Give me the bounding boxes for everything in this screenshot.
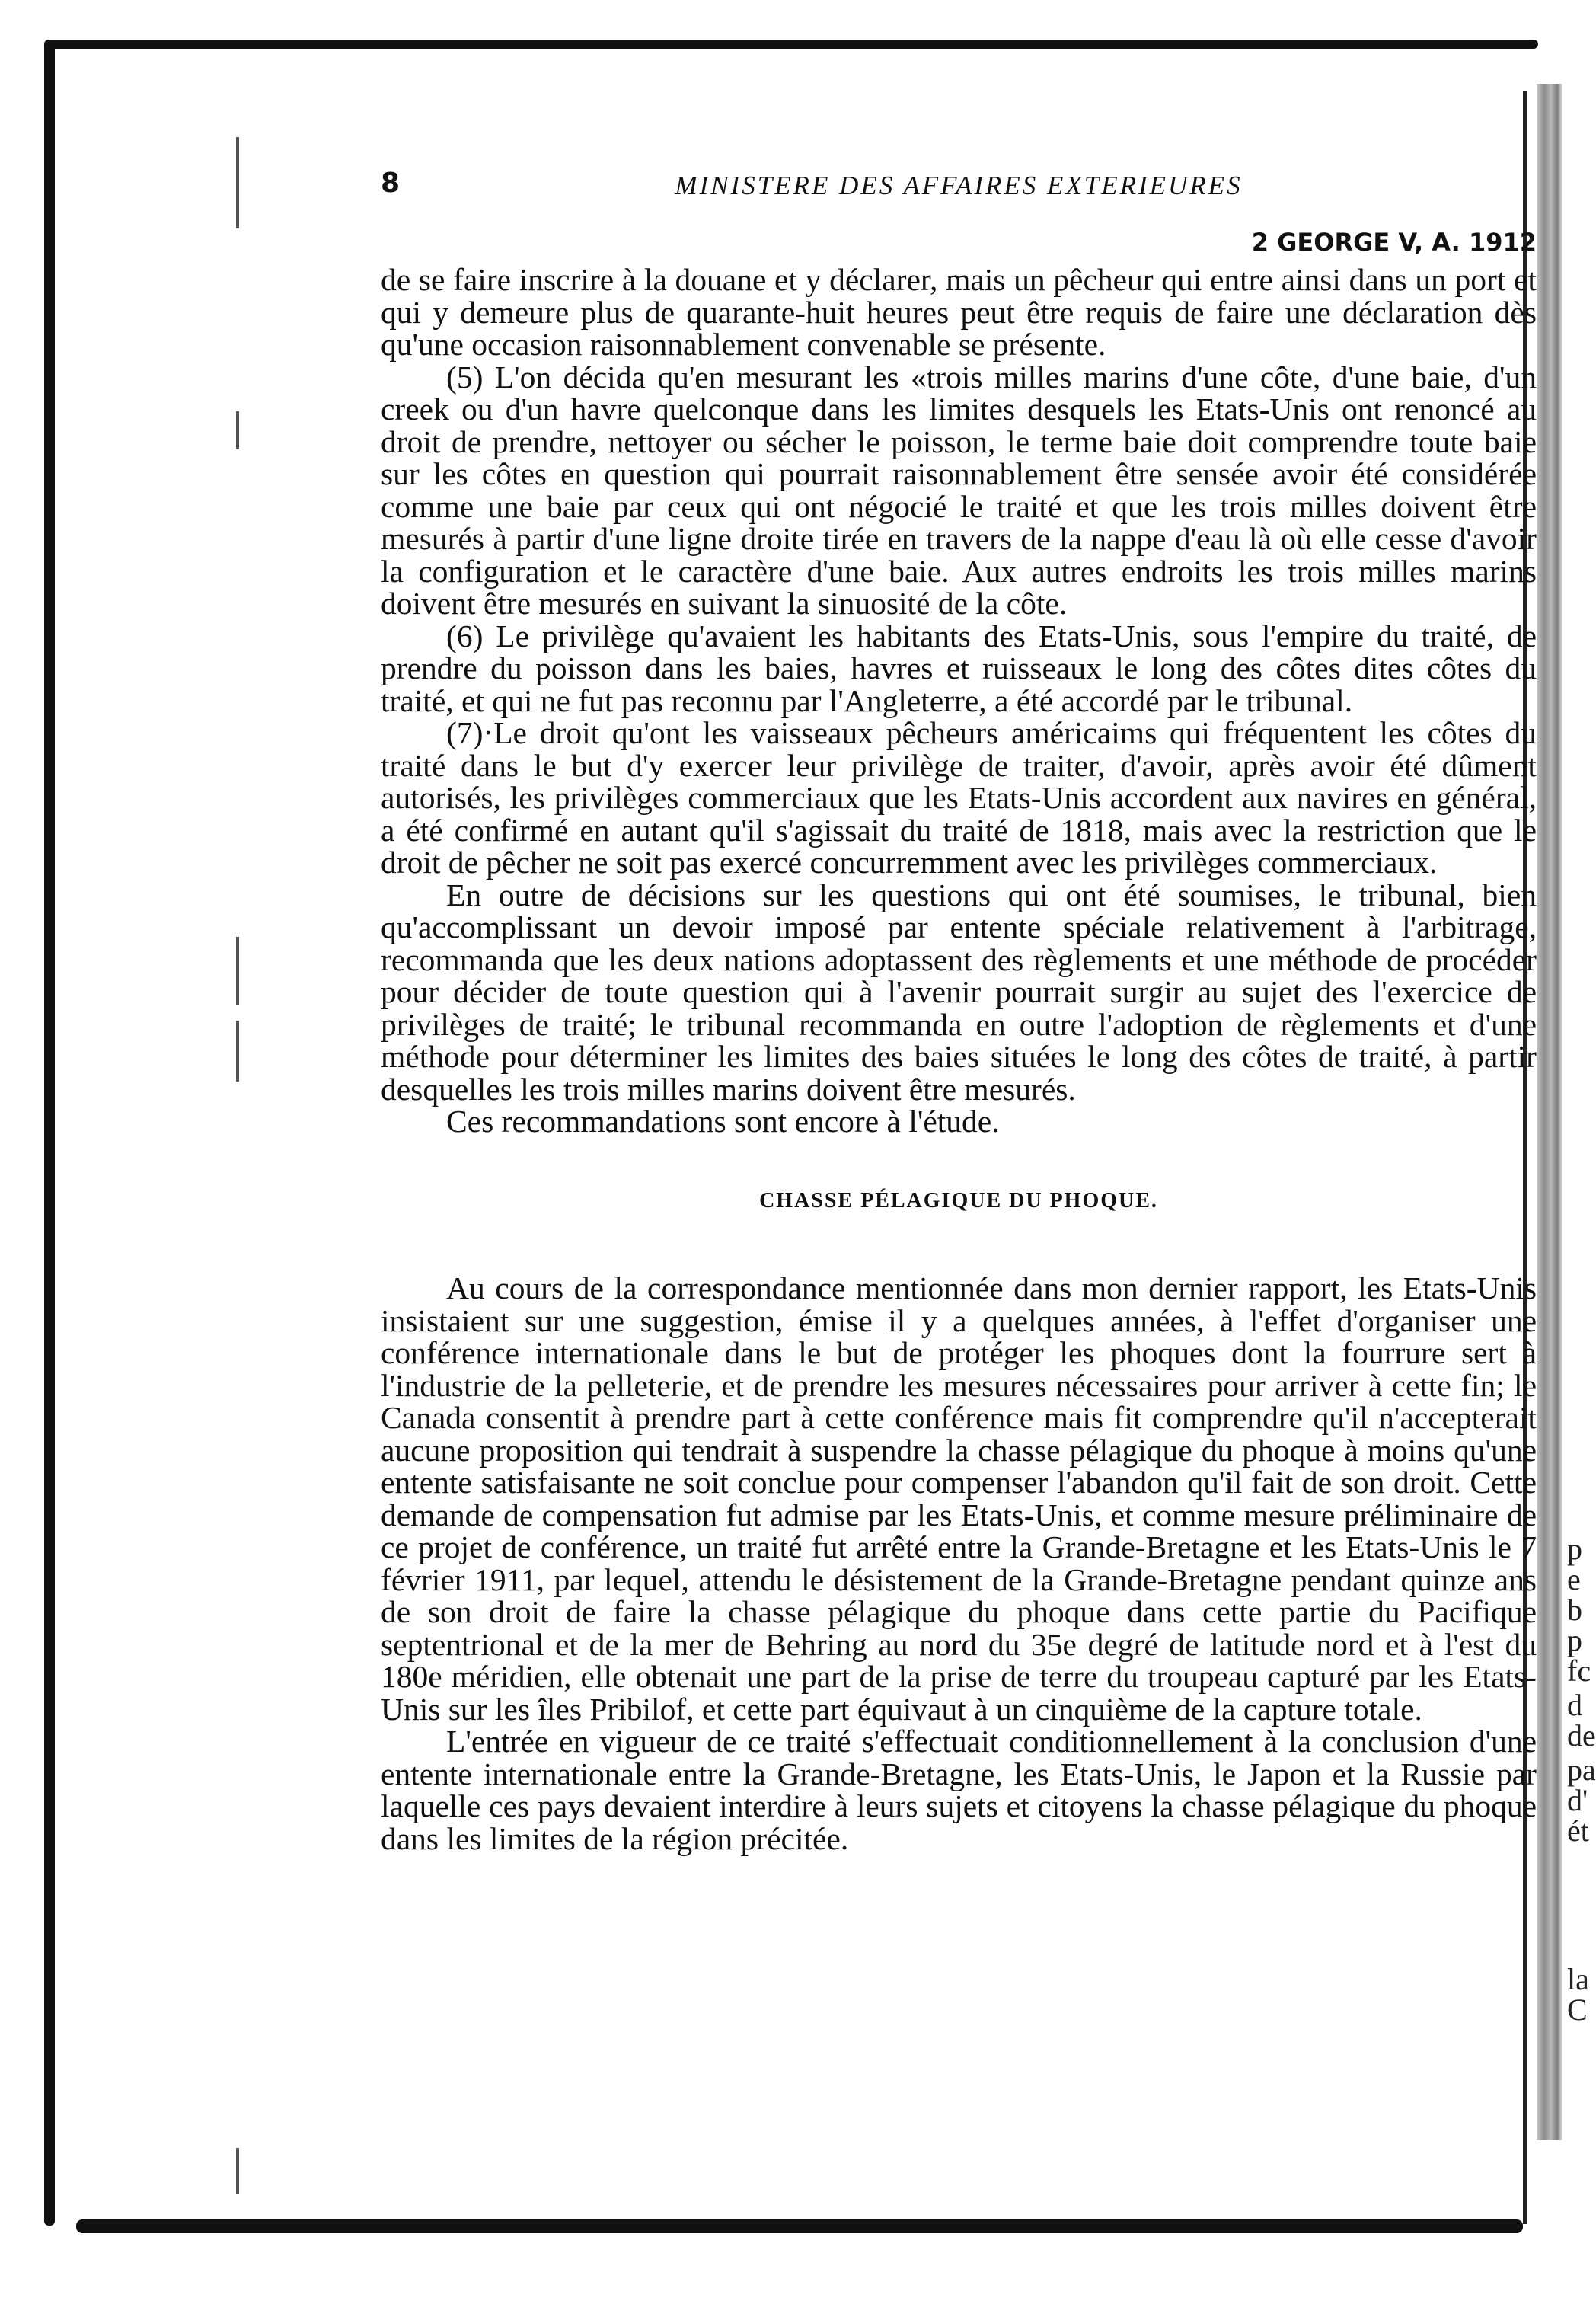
- page-number: 8: [381, 168, 401, 199]
- running-head: MINISTERE DES AFFAIRES EXTERIEURES: [675, 171, 1243, 200]
- fragment: b: [1567, 1593, 1582, 1627]
- fragment: d: [1567, 1688, 1582, 1722]
- scan-frame-bottom: [76, 2219, 1523, 2233]
- page-content: [381, 152, 1537, 1855]
- margin-mark: [236, 937, 239, 1005]
- paragraph: En outre de décisions sur les questions qui ont été soumises, le tribunal, bien qu'accomplissant un devoir imposé par entente spéciale relativement à l'arbitrage, recommanda que les deux nations adoptassent des règlements et une méthode de procéder pour décider de toute question qui à l'avenir pourrait surgir au sujet des l'exercice de privilèges de traité; le tribunal recommanda en outre l'adoption de règlements et d'une méthode pour déterminer les limites des baies situées le long des côtes de traité, à partir desquelles les trois milles marins doivent être mesurés.: [381, 877, 1537, 1107]
- paragraph: Au cours de la correspondance mentionnée dans mon dernier rapport, les Etats-Unis insistaient sur une suggestion, émise il y a quelques années, à l'effet d'organiser une conférence internationale dans le but de protéger les phoques dont la fourrure sert à l'industrie de la pelleterie, et de prendre les mesures nécessaires pour arriver à cette fin; le Canada consentit à prendre part à cette conférence mais fit comprendre qu'il n'accepterait aucune proposition qui tendrait à suspendre la chasse pélagique du phoque à moins qu'une entente satisfaisante ne soit conclue pour compenser l'abandon qu'il fait de son droit. Cette demande de compensation fut admise par les Etats-Unis, et comme mesure préliminaire de ce projet de conférence, un traité fut arrêté entre la Grande-Bretagne et les Etats-Unis le 7 février 1911, par lequel, attendu le désistement de la Grande-Bretagne pendant quinze ans de son droit de faire la chasse pélagique du phoque dans cette partie du Pacifique septentrional et de la mer de Behring au nord du 35e degré de latitude nord et à l'est du 180e méridien, elle obtenait une part de la prise de terre du troupeau capturé par les Etats-Unis sur les îles Pribilof, et cette part équivaut à un cinquième de la capture totale.: [381, 1270, 1537, 1727]
- fragment: p: [1567, 1532, 1582, 1566]
- paragraph: Ces recommandations sont encore à l'étude.: [446, 1104, 1000, 1139]
- fragment: la: [1567, 1962, 1589, 1996]
- paragraph: (7)·Le droit qu'ont les vaisseaux pêcheurs américaims qui fréquentent les côtes du traité dans le but d'y exercer leur privilège de traiter, d'avoir, après avoir été dûment autorisés, les privilèges commerciaux que les Etats-Unis accordent aux navires en général, a été confirmé en autant qu'il s'agissait du traité de 1818, mais avec la restriction que le droit de pêcher ne soit pas exercé concurremment avec les privilèges commerciaux.: [381, 715, 1537, 880]
- margin-mark: [236, 2148, 239, 2194]
- binding-edge: [1537, 84, 1562, 2140]
- fragment: ét: [1567, 1813, 1589, 1848]
- paragraph: L'entrée en vigueur de ce traité s'effectuait conditionnellement à la conclusion d'une entente internationale entre la Grande-Bretagne, les Etats-Unis, le Japon et la Russie par laquelle ces pays devaient interdire à leurs sujets et citoyens la chasse pélagique du phoque dans les limites de la région précitée.: [381, 1724, 1537, 1856]
- section-title: CHASSE PÉLAGIQUE DU PHOQUE.: [759, 1188, 1158, 1213]
- session-reference: 2 GEORGE V, A. 1912: [1251, 228, 1537, 257]
- scan-frame-left: [44, 40, 55, 2226]
- fragment: fc: [1567, 1654, 1591, 1688]
- margin-mark: [236, 1021, 239, 1082]
- paragraph: (6) Le privilège qu'avaient les habitants des Etats-Unis, sous l'empire du traité, de prendre du poisson dans les baies, havres et ruisseaux le long des côtes dites côtes du traité, et qui ne fut pas reconnu par l'Angleterre, a été accordé par le tribunal.: [381, 618, 1537, 718]
- adjacent-page-fragments: [1567, 0, 1596, 2320]
- paragraph: de se faire inscrire à la douane et y déclarer, mais un pêcheur qui entre ainsi dans un port et qui y demeure plus de quarante-huit heures peut être requis de faire une déclaration dès qu'une occasion raisonnablement convenable se présente.: [381, 262, 1537, 362]
- body-text: [381, 264, 1537, 1855]
- fragment: e: [1567, 1562, 1581, 1596]
- fragment: d': [1567, 1783, 1588, 1817]
- margin-mark: [236, 137, 239, 228]
- page-header: [381, 152, 1537, 221]
- margin-mark: [236, 411, 239, 449]
- fragment: pa: [1567, 1753, 1596, 1787]
- paragraph: (5) L'on décida qu'en mesurant les «trois milles marins d'une côte, d'une baie, d'un creek ou d'un havre quelconque dans les limites desquels les Etats-Unis ont renoncé au droit de prendre, nettoyer ou sécher le poisson, le terme baie doit comprendre toute baie sur les côtes en question qui pourrait raisonnablement être sensée avoir été considérée comme une baie par ceux qui ont négocié le traité et que les trois milles doivent être mesurés à partir d'une ligne droite tirée en travers de la nappe d'eau là où elle cesse d'avoir la configuration et le caractère d'une baie. Aux autres endroits les trois milles marins doivent être mesurés en suivant la sinuosité de la côte.: [381, 359, 1537, 621]
- fragment: de: [1567, 1718, 1596, 1753]
- fragment: p: [1567, 1623, 1582, 1657]
- fragment: C: [1567, 1992, 1588, 2027]
- scan-frame-top: [46, 40, 1538, 49]
